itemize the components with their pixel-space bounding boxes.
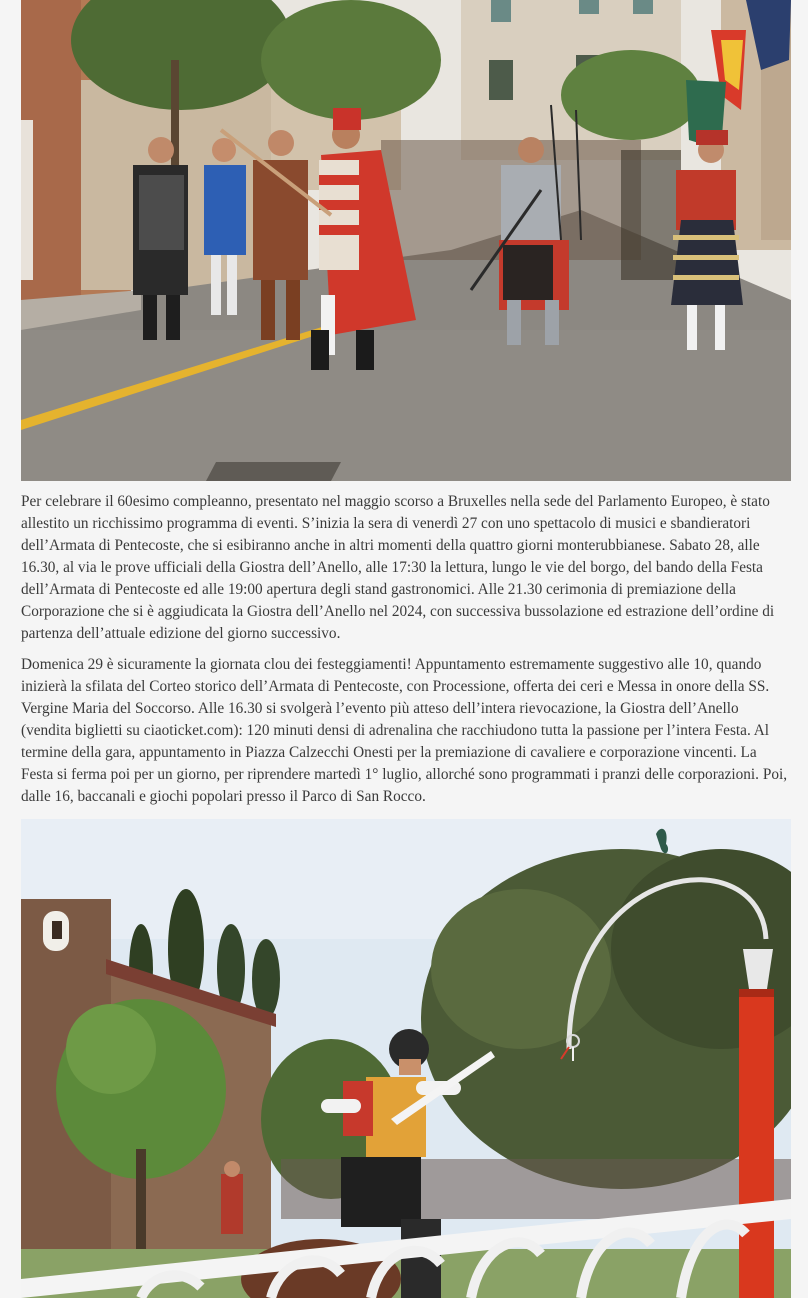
article — [21, 0, 791, 1298]
article-paragraph: Domenica 29 è sicuramente la giornata clou dei festeggiamenti! Appuntamento estremamente suggestivo alle 10, quando inizierà la sfilata del Corteo storico dell’Armata di Pentecoste, con Processione, offerta dei ceri e Messa in onore della SS. Vergine Maria del Soccorso. Alle 16.30 si svolgerà l’evento più atteso dell’intera rievocazione, la Giostra dell’Anello (vendita biglietti su ciaoticket.com): 120 minuti densi di adrenalina che racchiudono tutta la passione per l’intera Festa. Al termine della gara, appuntamento in Piazza Calzecchi Onesti per la premiazione di cavaliere e corporazione vincenti. La Festa si ferma poi per un giorno, per riprendere martedì 1° luglio, allorché sono programmati i pranzi delle corporazioni. Poi, dalle 16, baccanali e giochi popolari presso il Parco di San Rocco. — [21, 656, 788, 805]
joust-photo — [21, 819, 791, 1298]
article-paragraph: Per celebrare il 60esimo compleanno, presentato nel maggio scorso a Bruxelles nella sede del Parlamento Europeo, è stato allestito un ricchissimo programma di eventi. S’inizia la sera di venerdì 27 con uno spettacolo di musici e sbandieratori dell’Armata di Pentecoste, che si esibiranno anche in altri momenti della quattro giorni monterubbianese. Sabato 28, alle 16.30, al via le prove ufficiali della Giostra dell’Anello, alle 17:30 la lettura, lungo le vie del borgo, del bando della Festa dell’Armata di Pentecoste ed alle 19:00 apertura degli stand gastronomici. Alle 21.30 cerimonia di premiazione della Corporazione che si è aggiudicata la Giostra dell’Anello nel 2024, con successiva bussolazione ed estrazione dell’ordine di partenza dell’attuale edizione del giorno successivo. — [21, 493, 775, 642]
parade-photo — [21, 0, 791, 481]
